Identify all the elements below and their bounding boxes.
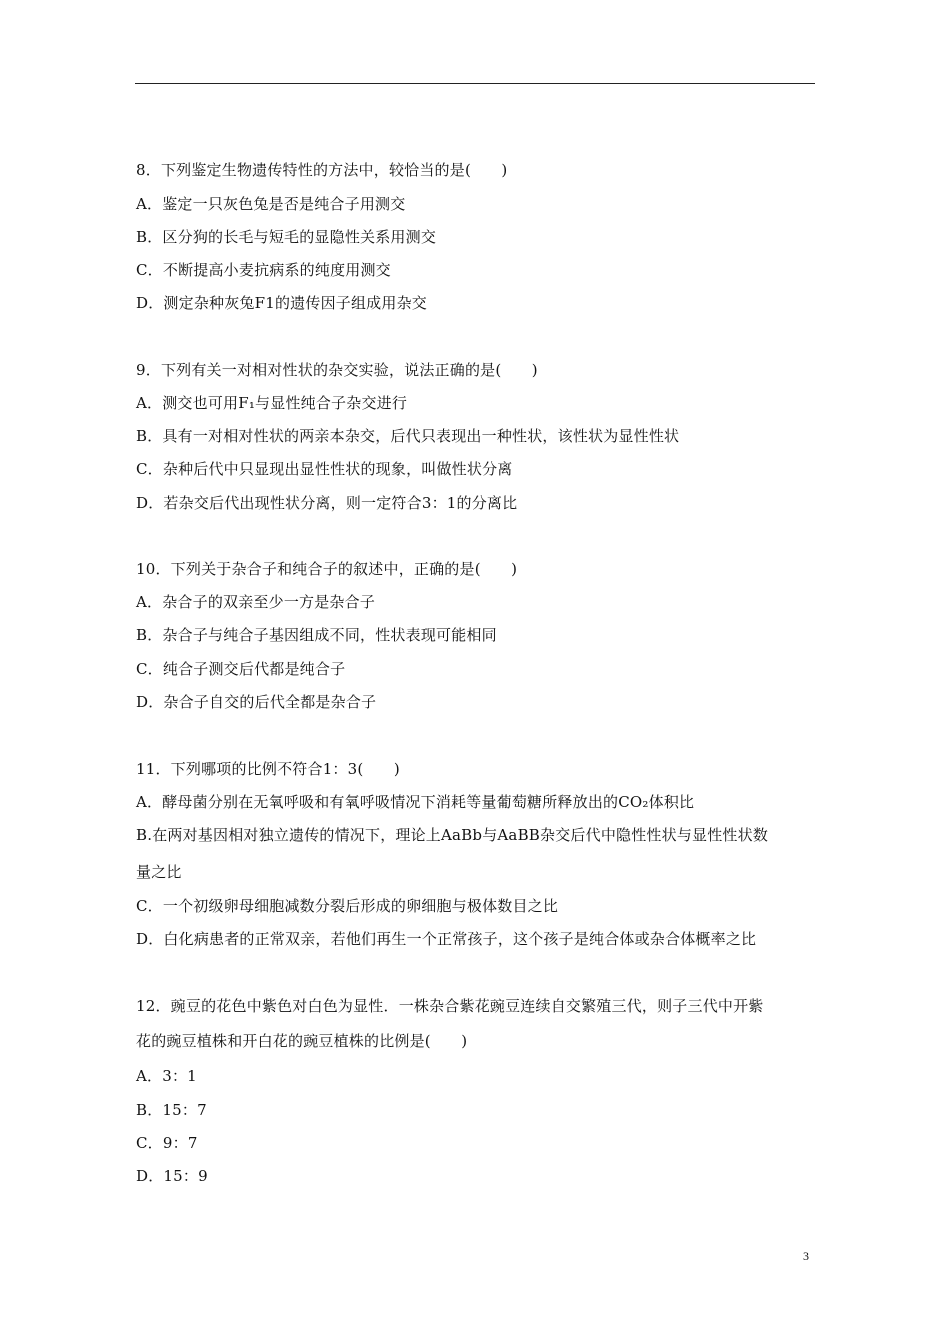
- question-12-option-c: C．9：7: [136, 1134, 198, 1152]
- question-12-stem: 12．豌豆的花色中紫色对白色为显性．一株杂合紫花豌豆连续自交繁殖三代，则子三代中开紫: [136, 997, 764, 1015]
- question-11-option-b-continued: 量之比: [136, 863, 182, 881]
- question-9-option-b: B．具有一对相对性状的两亲本杂交，后代只表现出一种性状，该性状为显性性状: [136, 427, 680, 445]
- page-number: 3: [803, 1249, 809, 1263]
- question-10-option-b: B．杂合子与纯合子基因组成不同，性状表现可能相同: [136, 626, 497, 644]
- question-9-option-c: C．杂种后代中只显现出显性性状的现象，叫做性状分离: [136, 460, 513, 478]
- question-8-option-c: C．不断提高小麦抗病系的纯度用测交: [136, 261, 391, 279]
- question-8-option-d: D．测定杂种灰兔F1的遗传因子组成用杂交: [136, 294, 427, 312]
- question-11-option-a: A．酵母菌分别在无氧呼吸和有氧呼吸情况下消耗等量葡萄糖所释放出的CO₂体积比: [136, 793, 695, 811]
- question-8-stem: 8．下列鉴定生物遗传特性的方法中，较恰当的是( ): [136, 161, 508, 179]
- question-10-option-c: C．纯合子测交后代都是纯合子: [136, 660, 346, 678]
- question-12-stem-continued: 花的豌豆植株和开白花的豌豆植株的比例是( ): [136, 1032, 468, 1050]
- question-10-stem: 10．下列关于杂合子和纯合子的叙述中，正确的是( ): [136, 560, 518, 578]
- question-9-option-a: A．测交也可用F₁与显性纯合子杂交进行: [136, 394, 408, 412]
- header-rule: [135, 83, 815, 84]
- question-10-option-d: D．杂合子自交的后代全都是杂合子: [136, 693, 377, 711]
- question-9-option-d: D．若杂交后代出现性状分离，则一定符合3：1的分离比: [136, 494, 518, 512]
- question-10-option-a: A．杂合子的双亲至少一方是杂合子: [136, 593, 376, 611]
- question-12-option-a: A．3：1: [136, 1067, 197, 1085]
- question-11-option-b: B.在两对基因相对独立遗传的情况下，理论上AaBb与AaBB杂交后代中隐性性状与显性性状数: [136, 826, 769, 844]
- question-9-stem: 9．下列有关一对相对性状的杂交实验，说法正确的是( ): [136, 361, 538, 379]
- question-12-option-b: B．15：7: [136, 1101, 207, 1119]
- question-11-option-c: C．一个初级卵母细胞减数分裂后形成的卵细胞与极体数目之比: [136, 897, 559, 915]
- question-11-option-d: D．白化病患者的正常双亲，若他们再生一个正常孩子，这个孩子是纯合体或杂合体概率之比: [136, 930, 757, 948]
- question-8-option-a: A．鉴定一只灰色兔是否是纯合子用测交: [136, 195, 406, 213]
- question-11-stem: 11．下列哪项的比例不符合1：3( ): [136, 760, 400, 778]
- question-8-option-b: B．区分狗的长毛与短毛的显隐性关系用测交: [136, 228, 437, 246]
- question-12-option-d: D．15：9: [136, 1167, 208, 1185]
